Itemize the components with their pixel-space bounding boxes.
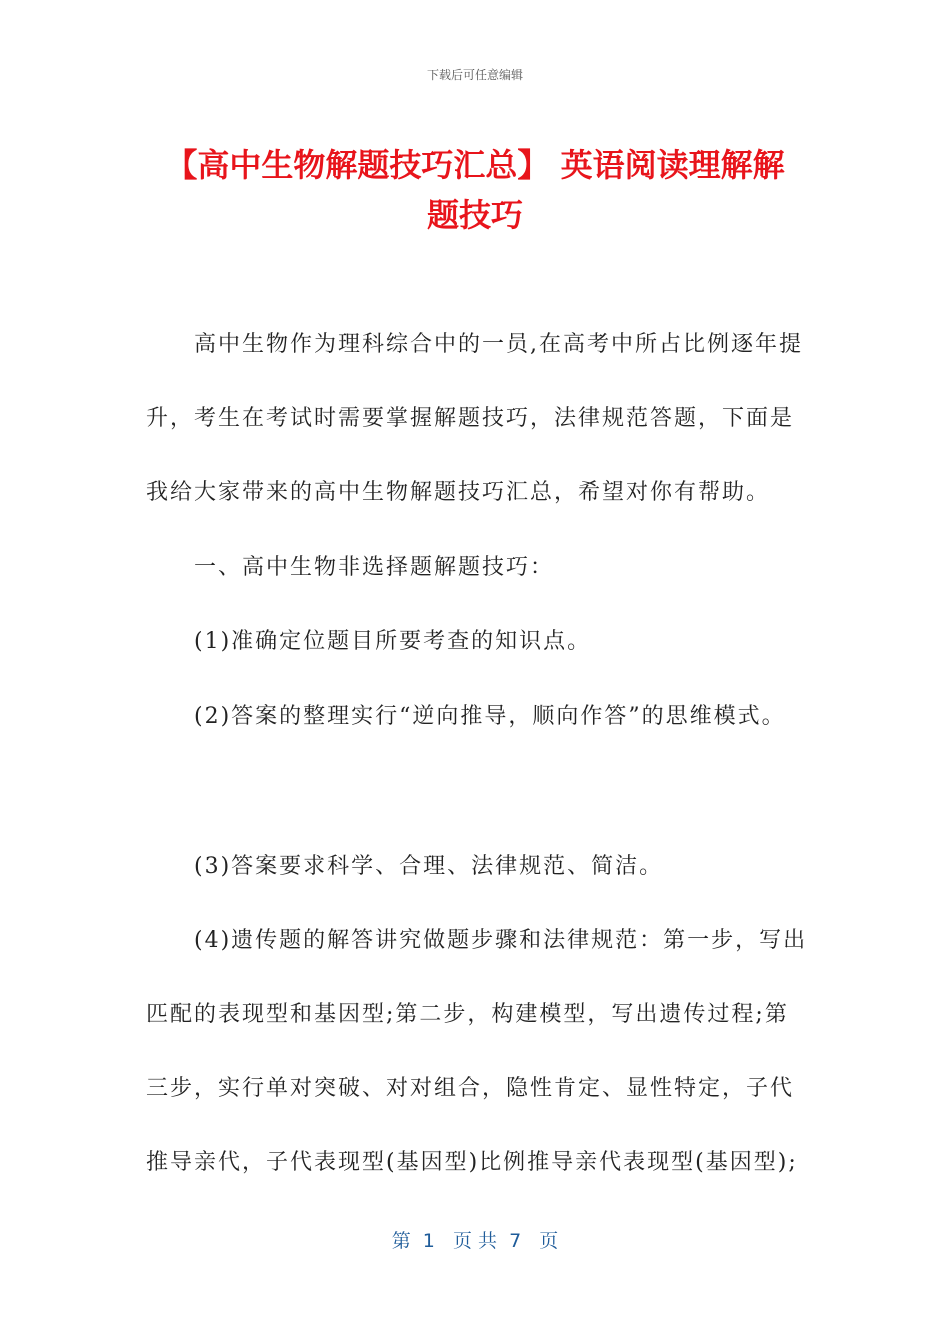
list-item-2 (146, 680, 806, 754)
text-line: 升，考生在考试时需要掌握解题技巧，法律规范答题，下面是 (146, 406, 795, 431)
text-line: (4)遗传题的解答讲究做题步骤和法律规范：第一步，写出 (146, 928, 808, 953)
title-line-2: 题技巧 (426, 196, 523, 234)
page-footer-pagination: 第 1 页 共 7 页 (391, 1230, 559, 1252)
list-item-1 (146, 605, 806, 679)
list-item-4 (146, 904, 806, 1200)
title-line-1: 【高中生物解题技巧汇总】 英语阅读理解解 (165, 146, 785, 184)
text-line: 高中生物作为理科综合中的一员,在高考中所占比例逐年提 (146, 332, 803, 357)
document-title (120, 140, 830, 240)
text-line: 推导亲代，子代表现型(基因型)比例推导亲代表现型(基因型); (146, 1150, 798, 1175)
section-heading (146, 531, 806, 605)
page-header-note: 下载后可任意编辑 (426, 68, 523, 82)
text-line: 一、高中生物非选择题解题技巧： (146, 555, 555, 580)
text-line: (3)答案要求科学、合理、法律规范、简洁。 (146, 854, 664, 879)
text-line: (2)答案的整理实行“逆向推导，顺向作答”的思维模式。 (146, 704, 786, 729)
intro-paragraph (146, 308, 806, 530)
list-item-3 (146, 830, 806, 904)
text-line: 我给大家带来的高中生物解题技巧汇总，希望对你有帮助。 (146, 480, 771, 505)
text-line: (1)准确定位题目所要考查的知识点。 (146, 629, 592, 654)
text-line: 三步，实行单对突破、对对组合，隐性肯定、显性特定，子代 (146, 1076, 795, 1101)
text-line: 匹配的表现型和基因型;第二步，构建模型，写出遗传过程;第 (146, 1002, 789, 1027)
